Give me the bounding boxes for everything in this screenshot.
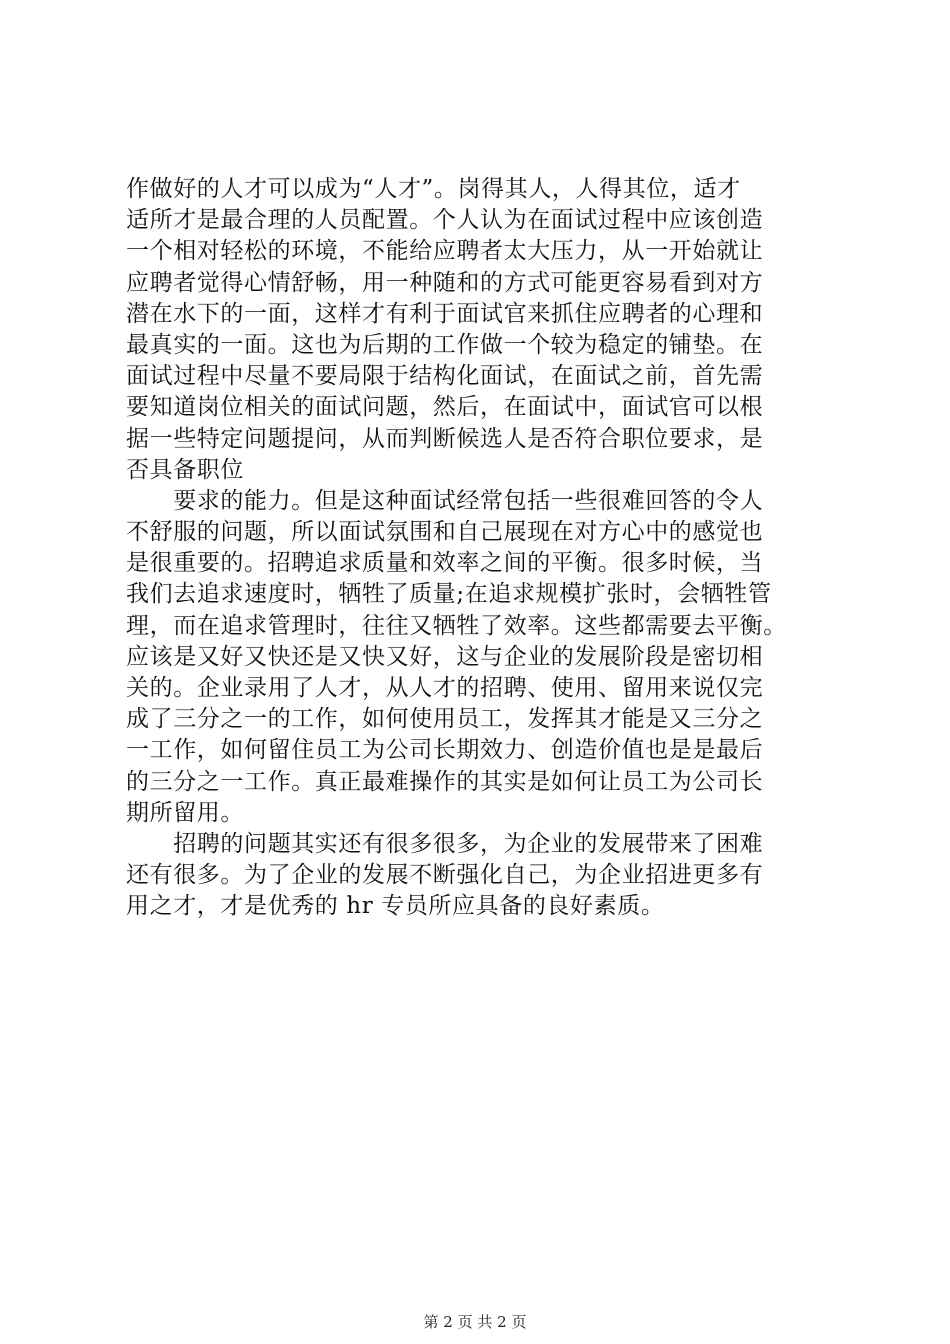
text-line: 要求的能力。但是这种面试经常包括一些很难回答的令人 (126, 487, 764, 514)
text-line: 应聘者觉得心情舒畅，用一种随和的方式可能更容易看到对方 (126, 269, 764, 296)
text-line: 作做好的人才可以成为“人才”。岗得其人，人得其位，适才 (126, 176, 741, 202)
text-line: 还有很多。为了企业的发展不断强化自己，为企业招进更多有 (126, 862, 764, 889)
page-footer (0, 1312, 950, 1332)
text-line: 期所留用。 (126, 799, 244, 826)
text-line: 理，而在追求管理时，往往又牺牲了效率。这些都需要去平衡。 (126, 612, 787, 639)
text-line: 用之才，才是优秀的 hr 专员所应具备的良好素质。 (126, 893, 665, 920)
text-line: 否具备职位 (126, 456, 244, 483)
text-line: 潜在水下的一面，这样才有利于面试官来抓住应聘者的心理和 (126, 300, 764, 327)
text-line: 最真实的一面。这也为后期的工作做一个较为稳定的铺垫。在 (126, 331, 764, 358)
text-line: 招聘的问题其实还有很多很多，为企业的发展带来了困难 (126, 830, 764, 857)
text-line: 要知道岗位相关的面试问题，然后，在面试中，面试官可以根 (126, 394, 764, 421)
text-line: 不舒服的问题，所以面试氛围和自己展现在对方心中的感觉也 (126, 519, 764, 546)
text-line: 据一些特定问题提问，从而判断候选人是否符合职位要求，是 (126, 425, 764, 452)
text-line: 的三分之一工作。真正最难操作的其实是如何让员工为公司长 (126, 768, 764, 795)
page-number-label: 第 2 页 共 2 页 (423, 1313, 527, 1331)
text-line: 适所才是最合理的人员配置。个人认为在面试过程中应该创造 (126, 207, 764, 234)
text-line: 应该是又好又快还是又快又好，这与企业的发展阶段是密切相 (126, 643, 764, 670)
text-line: 关的。企业录用了人才，从人才的招聘、使用、留用来说仅完 (126, 675, 764, 701)
body-text (126, 174, 846, 923)
text-line: 是很重要的。招聘追求质量和效率之间的平衡。很多时候，当 (126, 550, 764, 577)
text-line: 面试过程中尽量不要局限于结构化面试，在面试之前，首先需 (126, 363, 764, 390)
text-line: 成了三分之一的工作，如何使用员工，发挥其才能是又三分之 (126, 706, 764, 733)
text-line: 一个相对轻松的环境，不能给应聘者太大压力，从一开始就让 (126, 238, 764, 265)
text-line: 我们去追求速度时，牺牲了质量;在追求规模扩张时，会牺牲管 (126, 581, 772, 608)
text-line: 一工作，如何留住员工为公司长期效力、创造价值也是是最后 (126, 737, 764, 764)
